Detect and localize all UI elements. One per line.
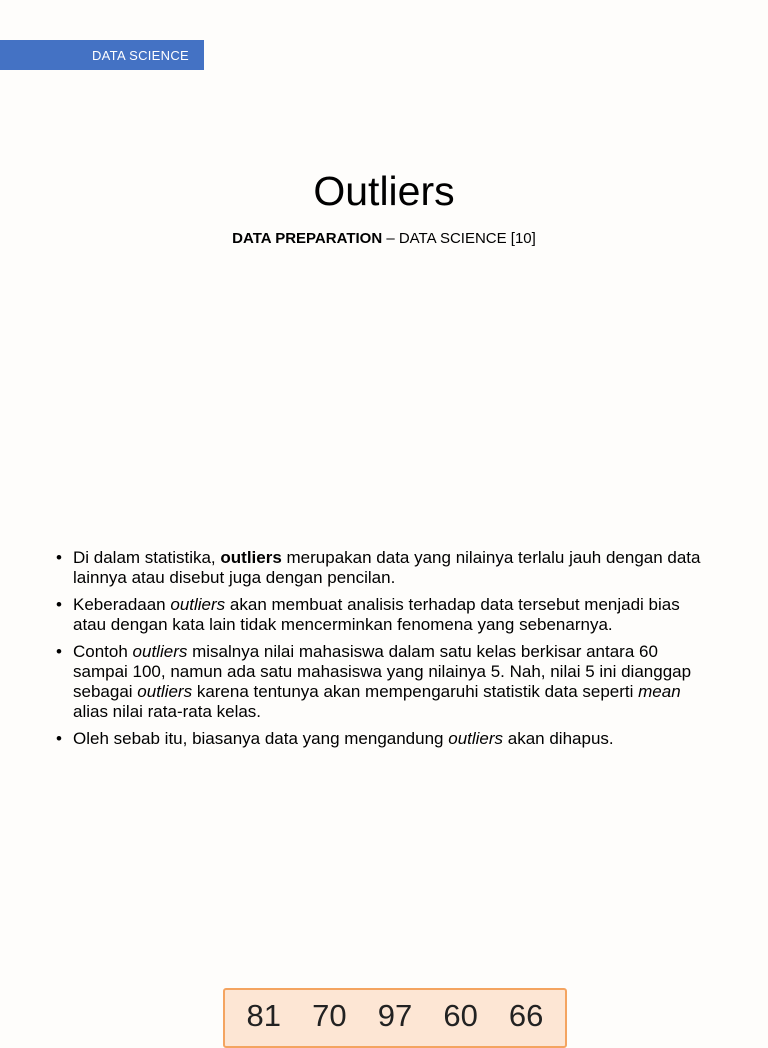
- bullet-text: outliers: [448, 729, 504, 748]
- number-value: 66: [508, 998, 544, 1033]
- bullet-text: akan membuat analisis terhadap data tersebut menjadi bias atau dengan kata lain tidak mencerminkan fenomena yang sebenarnya.: [73, 595, 680, 634]
- bullet-text: Di dalam statistika,: [73, 548, 221, 567]
- bullet-text: Keberadaan: [73, 595, 171, 614]
- bullet-text: Contoh: [73, 642, 133, 661]
- bullet-text: mean: [638, 682, 681, 701]
- bullet-dot-icon: •: [56, 548, 62, 567]
- header-badge: DATA SCIENCE: [0, 40, 204, 70]
- number-value: 60: [443, 998, 478, 1033]
- bullet-item-3: [54, 642, 714, 722]
- slide-title: Outliers: [313, 168, 455, 214]
- bullet-dot-icon: •: [56, 729, 62, 748]
- bullet-text: misalnya nilai mahasiswa dalam satu kelas berkisar antara 60 sampai 100, namun ada satu mahasiswa yang nilainya 5. Nah, nilai 5 ini dianggap sebagai: [73, 642, 692, 701]
- bullet-item-1: [54, 548, 714, 588]
- bullet-text: karena tentunya akan mempengaruhi statistik data seperti: [192, 682, 639, 701]
- number-value: 97: [377, 998, 413, 1033]
- bullet-text: alias nilai rata-rata kelas.: [73, 702, 262, 721]
- bullet-text: Oleh sebab itu, biasanya data yang mengandung: [73, 729, 449, 748]
- bullet-dot-icon: •: [56, 642, 62, 661]
- bullet-text: outliers: [132, 642, 188, 661]
- number-value: 70: [312, 998, 347, 1033]
- bullet-list: [54, 548, 714, 756]
- bullet-text: outliers: [137, 682, 193, 701]
- bullet-text: akan dihapus.: [503, 729, 614, 748]
- slide-subtitle: [0, 229, 768, 249]
- bullet-item-2: [54, 595, 714, 635]
- number-value: 81: [246, 998, 282, 1033]
- bullet-dot-icon: •: [56, 595, 62, 614]
- subtitle-rest: – DATA SCIENCE [10]: [382, 230, 536, 247]
- bullet-text: merupakan data yang nilainya terlalu jauh dengan data lainnya atau disebut juga dengan pencilan.: [73, 548, 701, 587]
- subtitle-bold: DATA PREPARATION: [232, 230, 383, 247]
- bullet-text: outliers: [170, 595, 226, 614]
- bullet-text: outliers: [220, 548, 282, 567]
- bullet-item-4: [54, 729, 714, 749]
- number-box: [223, 988, 567, 1048]
